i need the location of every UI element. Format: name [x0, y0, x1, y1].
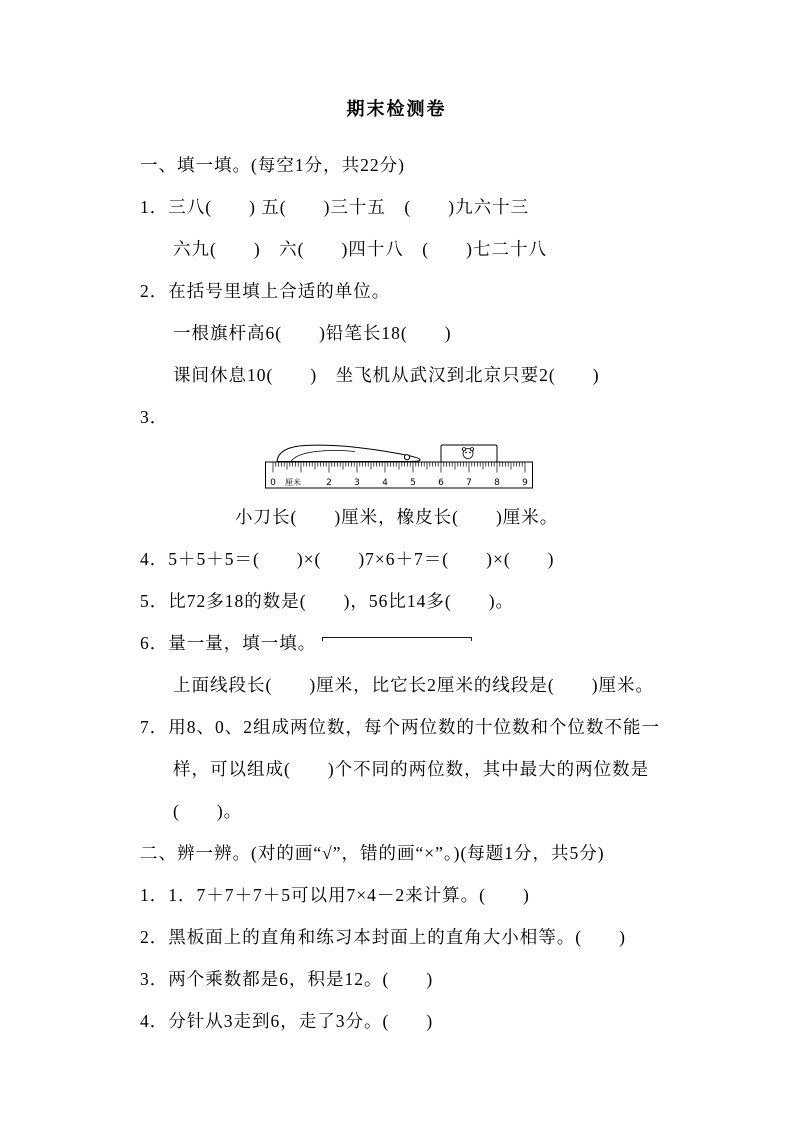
question-6-line-2 — [140, 663, 688, 705]
eraser-icon — [441, 445, 497, 462]
section2-question-4-text: 4．分针从3走到6，走了3分。( ) — [140, 1010, 434, 1031]
ruler-number-6: 6 — [438, 478, 444, 488]
question-1-text-1: 1．三八( ) 五( )三十五 ( )九六十三 — [140, 196, 530, 217]
question-3-caption — [140, 495, 688, 537]
ruler-number-5: 5 — [410, 478, 416, 488]
question-2-line-3 — [140, 353, 688, 395]
section1-heading — [140, 143, 688, 185]
section2-question-1-text: 1．1．7＋7＋7＋5可以用7×4－2来计算。( ) — [140, 884, 530, 905]
section2-question-2-text: 2．黑板面上的直角和练习本封面上的直角大小相等。( ) — [140, 926, 626, 947]
knife-icon — [277, 445, 420, 461]
question-7-text-1: 7．用8、0、2组成两位数，每个两位数的十位数和个位数不能一 — [140, 716, 660, 737]
line-segment-graphic — [322, 637, 472, 641]
ruler-figure — [140, 437, 688, 495]
question-7-line-3 — [140, 789, 688, 831]
ruler-number-7: 7 — [466, 478, 472, 488]
question-1-line-2 — [140, 227, 688, 269]
ruler-illustration — [265, 442, 533, 490]
question-4 — [140, 537, 688, 579]
section2-question-1 — [140, 873, 688, 915]
ruler-number-9: 9 — [522, 478, 528, 488]
section2-question-2 — [140, 915, 688, 957]
question-2-text-2: 一根旗杆高6( )铅笔长18( ) — [173, 322, 452, 343]
question-2-text-3: 课间休息10( ) 坐飞机从武汉到北京只要2( ) — [173, 364, 600, 385]
question-5-text: 5．比72多18的数是( )，56比14多( )。 — [140, 590, 515, 611]
question-5 — [140, 579, 688, 621]
question-7-line-2 — [140, 747, 688, 789]
section2-heading — [140, 831, 688, 873]
page-title: 期末检测卷 — [346, 99, 447, 119]
section2-question-3-text: 3．两个乘数都是6，积是12。( ) — [140, 968, 434, 989]
question-6-line-1 — [140, 621, 688, 663]
section1-heading-text: 一、填一填。(每空1分，共22分) — [140, 154, 405, 175]
ruler-number-2: 2 — [326, 478, 332, 488]
question-4-text: 4．5＋5＋5＝( )×( )7×6＋7＝( )×( ) — [140, 548, 555, 569]
question-2-line-2 — [140, 311, 688, 353]
ruler-number-4: 4 — [382, 478, 388, 488]
ruler-number-8: 8 — [494, 478, 500, 488]
exam-body — [0, 143, 793, 1041]
question-7-line-1 — [140, 705, 688, 747]
section2-question-4 — [140, 999, 688, 1041]
section2-question-3 — [140, 957, 688, 999]
question-3-number-text: 3． — [140, 406, 169, 427]
question-7-text-3: ( )。 — [173, 800, 243, 821]
ruler-number-0: 0 — [270, 478, 276, 488]
question-1-text-2: 六九( ) 六( )四十八 ( )七二十八 — [173, 238, 547, 259]
question-2-line-1 — [140, 269, 688, 311]
question-2-text-1: 2．在括号里填上合适的单位。 — [140, 280, 391, 301]
question-6-text-2: 上面线段长( )厘米，比它长2厘米的线段是( )厘米。 — [173, 674, 655, 695]
section2-heading-text: 二、辨一辨。(对的画“√”，错的画“×”。)(每题1分，共5分) — [140, 842, 605, 863]
question-3-number — [140, 395, 688, 437]
ruler-number-3: 3 — [354, 478, 360, 488]
question-6-text-1: 6．量一量，填一填。 — [140, 632, 317, 653]
question-1-line-1 — [140, 185, 688, 227]
question-7-text-2: 样，可以组成( )个不同的两位数，其中最大的两位数是 — [173, 758, 650, 779]
ruler-unit-label: 厘米 — [285, 478, 301, 487]
question-3-caption-text: 小刀长( )厘米，橡皮长( )厘米。 — [235, 506, 559, 527]
